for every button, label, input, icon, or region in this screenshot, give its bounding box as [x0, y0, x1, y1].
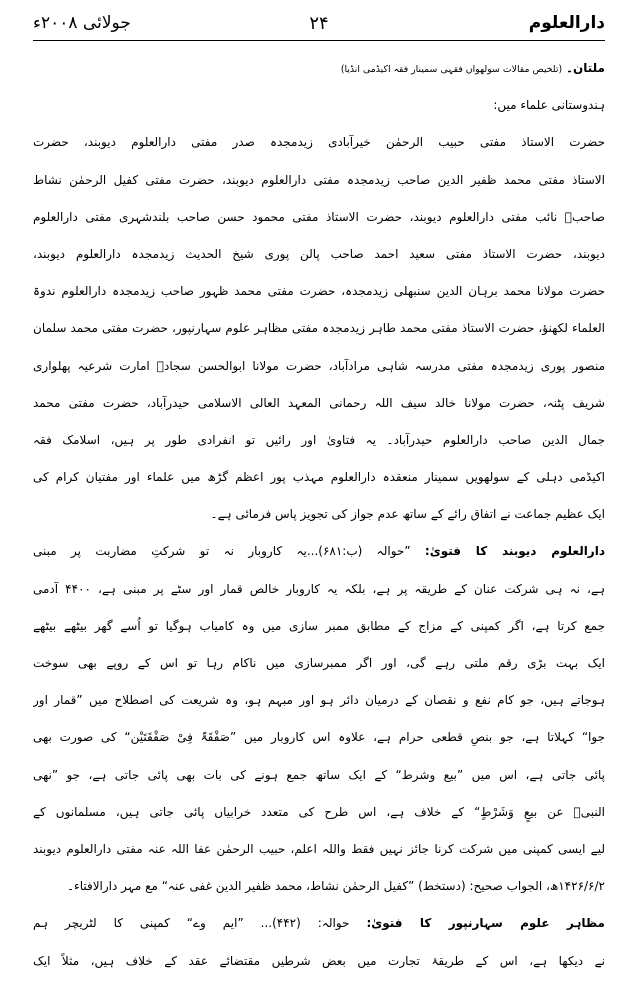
line-text: الاستاذ مفتی محمد ظفیر الدین صاحب زیدمجدہ مفتی دارالعلوم دیوبند، حضرت مفتی کفیل الرحمٰن نشاط — [33, 172, 605, 187]
page-number: ۲۴ — [309, 12, 329, 34]
text-line — [33, 348, 605, 385]
line-text: ہوجاتے ہیں، جو کام نفع و نقصان کے درمیان دائر ہو اور مبہم ہو، وہ شریعت کی اصطلاح میں ”قمار اور — [33, 693, 605, 708]
text-line — [33, 385, 605, 422]
text-line — [33, 608, 605, 645]
line-text: جوا“ کہلاتا ہے، جو بنصِ قطعی حرام ہے، علاوہ اس کاروبار میں ”صَفْقَۃٌ فِیْ صَفْقَتَیْن“ کی صورت بھی — [33, 730, 605, 745]
line-text: حضرت الاستاذ مفتی حبیب الرحمٰن خیرآبادی زیدمجدہ صدر مفتی دارالعلوم دیوبند، حضرت — [33, 135, 605, 150]
line-text: حضرت مولانا محمد برہان الدین سنبھلی زیدمجدہ، حضرت مفتی محمد ظہور صاحب زیدمجدہ دارالعلوم ندوۃ — [33, 284, 605, 299]
section-heading: مظاہر علوم سہارنپور کا فتویٰ: — [366, 916, 605, 931]
line-text: شریف پٹنہ، حضرت مولانا خالد سیف اللہ رحمانی المعہد العالی الاسلامی حیدرآباد، حضرت مفتی محمد — [33, 395, 605, 410]
line-text: ہے، نہ ہی شرکت عنان کے طریقہ پر ہے، بلکہ یہ کاروبار خالص قمار اور سٹے پر مبنی ہے، ۴۴۰۰ آدمی — [33, 581, 605, 596]
text-line — [33, 868, 605, 905]
text-line — [33, 571, 605, 608]
subheading: ہندوستانی علماء میں: — [493, 98, 605, 113]
line-text: ”حوالہ (ب:۶۸۱)...یہ کاروبار نہ تو شرکتِ مضاربت پر مبنی — [33, 544, 411, 559]
line-text: منصور پوری زیدمجدہ مفتی مدرسہ شاہی مرادآباد، حضرت مولانا ابوالحسن سجادؒ امارت شرعیہ پھلواری — [33, 358, 605, 373]
text-line — [33, 682, 605, 719]
text-line — [33, 273, 605, 310]
text-line — [33, 757, 605, 794]
source-line — [33, 50, 605, 87]
text-line — [33, 719, 605, 756]
page-header — [33, 6, 605, 41]
line-text: جمع کرتا ہے، اگر کمپنی کے مزاج کے مطابق ممبر سازی میں وہ کامیاب ہوگیا تو اُسے گھر بیٹھے بیٹھے — [33, 618, 605, 633]
text-line — [33, 124, 605, 161]
line-text: ایک عظیم جماعت نے اتفاق رائے کے ساتھ عدم جواز کی تجویز پاس فرمائی ہے۔ — [210, 507, 605, 522]
line-text: ایک بہت بڑی رقم ملتی رہے گی، اور اگر ممبرسازی میں ناکام رہا تو اس کے روپے بھی سوخت — [33, 656, 605, 670]
text-line — [33, 199, 605, 236]
text-line — [33, 310, 605, 347]
article-body — [33, 50, 605, 980]
line-text: النبیؐ عن بیعٍ وَشَرْطٍ“ کے خلاف ہے، اس طرح کی متعدد خرابیاں پائی جاتی ہیں، مسلمانوں کے — [33, 804, 605, 819]
line-text: صاحبؒ نائب مفتی دارالعلوم دیوبند، حضرت الاستاذ مفتی محمود حسن صاحب بلندشہری مفتی دارالعلوم — [33, 209, 605, 224]
text-line — [33, 162, 605, 199]
line-text: نے دیکھا ہے، اس کے طریقۂ تجارت میں بعض شرطیں مقتضائے عقد کے خلاف ہیں، مثلاً ایک — [33, 953, 605, 968]
text-line — [33, 496, 605, 533]
line-text: پائی جاتی ہے، اس میں ”بیع وشرط“ کے ایک ساتھ جمع ہونے کی بات بھی پائی جاتی ہے، جو ”نھی — [33, 767, 605, 782]
text-line — [33, 459, 605, 496]
line-text: ۱۴۲۶/۶/۲ھ، الجواب صحیح: (دستخط) ”کفیل الرحمٰن نشاط، محمد ظفیر الدین غفی عنہ“ مع مہر دارالافتاء۔ — [67, 879, 605, 894]
line-text: اکیڈمی دہلی کے سولھویں سمینار منعقدہ دارالعلوم مہذب پور اعظم گڑھ میں علماء اور مفتیان کرام کی — [33, 470, 605, 485]
text-line — [33, 236, 605, 273]
line-text: لیے ایسی کمپنی میں شرکت کرنا جائز نہیں فقط واللہ اعلم، حبیب الرحمٰن عفا اللہ عنہ مفتی دارالعلوم دیوبند — [33, 841, 605, 856]
line-text: جمال الدین صاحب دارالعلوم حیدرآباد۔ یہ فتاویٰ اور رائیں تو انفرادی طور پر ہیں، اسلامک فقہ — [33, 432, 605, 447]
text-line — [33, 422, 605, 459]
source-city: ملتان۔ — [565, 61, 605, 75]
text-line — [33, 831, 605, 868]
magazine-title: دارالعلوم — [528, 13, 605, 33]
subheading-line — [33, 87, 605, 124]
text-line — [33, 794, 605, 831]
line-text: العلماء لکھنؤ، حضرت الاستاذ مفتی محمد طاہر زیدمجدہ مفتی مظاہر علوم سہارنپور، حضرت مفتی محمد سلمان — [33, 321, 605, 336]
text-line — [33, 943, 605, 980]
text-line — [33, 645, 605, 682]
section-heading-line — [33, 533, 605, 570]
section-heading: دارالعلوم دیوبند کا فتویٰ: — [424, 544, 605, 559]
section-heading-line — [33, 905, 605, 942]
line-text: حوالہ: (۴۴۲)... ”ایم وے“ کمپنی کا لٹریچر ہم — [33, 916, 350, 931]
source-note: (تلخیص مقالات سولھواں فقہی سمینار فقہ اکیڈمی انڈیا) — [340, 64, 563, 75]
line-text: دیوبند، حضرت الاستاذ مفتی سعید احمد صاحب پالن پوری شیخ الحدیث زیدمجدہ دارالعلوم دیوبند، — [33, 246, 605, 261]
issue-date: جولائی ۲۰۰۸ء — [33, 13, 131, 33]
